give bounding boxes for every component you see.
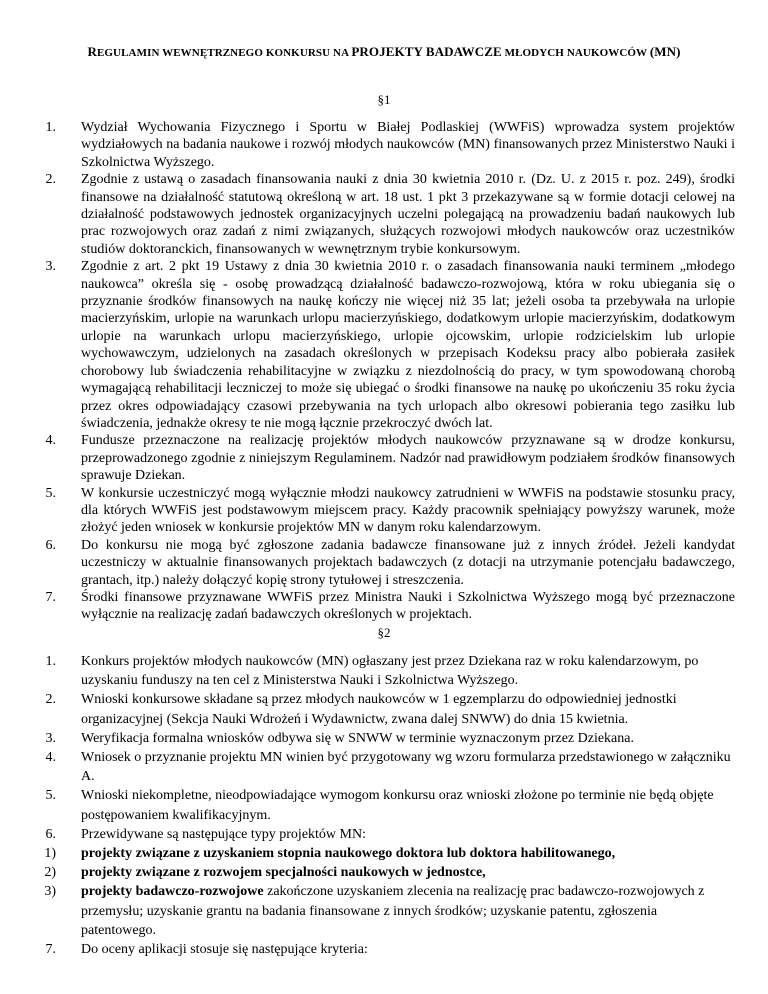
- title-part: MŁODYCH NAUKOWCÓW: [501, 47, 650, 59]
- item-text: Wydział Wychowania Fizycznego i Sportu w Białej Podlaskiej (WWFiS) wprowadza system projektów wydziałowych na badania naukowe i rozwój młodych naukowców (MN) finansowanych przez Ministerstwo Nauki i Szkolnictwa Wyższego.: [81, 120, 735, 170]
- item-number: 2.: [45, 692, 56, 708]
- item-number: 7.: [45, 942, 56, 958]
- list-item: [36, 748, 735, 786]
- item-number: 5.: [45, 485, 56, 501]
- item-number: 1): [44, 846, 56, 862]
- list-item: [36, 652, 735, 690]
- list-item: [36, 844, 735, 863]
- item-text: Wnioski konkursowe składane są przez młodych naukowców w 1 egzemplarzu do odpowiedniej jednostki organizacyjnej (Sekcja Nauki Wdrożeń i Wydawnictw, zwana dalej SNWW) do dnia 15 kwietnia.: [81, 692, 677, 727]
- item-text: Zgodnie z art. 2 pkt 19 Ustawy z dnia 30 kwietnia 2010 r. o zasadach finansowania nauki terminem „młodego naukowca” określa się - osobę prowadzącą działalność badawczo-rozwojową, która w roku ubiegania się o przyznanie środków finansowych na naukę kończy nie więcej niż 35 lat; jeżeli osoba ta przebywała na urlopie macierzyńskim, urlopie na warunkach urlopu macierzyńskiego, dodatkowym urlopie macierzyńskim, dodatkowym urlopie na warunkach urlopu macierzyńskiego, urlopie ojcowskim, urlopie rodzicielskim lub urlopie wychowawczym, udzielonych na zasadach określonych w przepisach Kodeksu pracy albo pobierała zasiłek chorobowy lub świadczenia rehabilitacyjne w związku z niezdolnością do pracy, w tym spowodowaną chorobą wymagającą rehabilitacji leczniczej to może się ubiegać o środki finansowe na naukę po ukończeniu 35 roku życia przez okres odpowiadający czasowi przebywania na tych urlopach albo okresowi pobierania tego zasiłku lub świadczenia, jednakże okresy te nie mogą łącznie przekroczyć dwóch lat.: [81, 259, 735, 431]
- title-part: (MN): [649, 44, 681, 59]
- item-number: 2): [44, 865, 56, 881]
- item-text: Weryfikacja formalna wniosków odbywa się w SNWW w terminie wyznaczonym przez Dziekana.: [81, 730, 634, 746]
- list-item: [36, 863, 735, 882]
- list-item: [36, 690, 735, 728]
- list-item: [36, 589, 735, 624]
- document-title: [0, 44, 768, 60]
- item-number: 7.: [45, 589, 56, 605]
- item-number: 3.: [45, 259, 56, 275]
- item-text: Wnioski niekompletne, nieodpowiadające wymogom konkursu oraz wnioski złożone po terminie nie będą objęte postępowaniem kwalifikacyjnym.: [81, 788, 714, 823]
- list-item: [36, 729, 735, 748]
- section-2-mark: §2: [377, 625, 391, 640]
- list-item: [36, 485, 735, 537]
- item-number: 3): [44, 884, 56, 900]
- list-item: [36, 882, 735, 940]
- item-text: Konkurs projektów młodych naukowców (MN) ogłaszany jest przez Dziekana raz w roku kalendarzowym, po uzyskaniu funduszy na ten cel z Ministerstwa Nauki i Szkolnictwa Wyższego.: [81, 654, 699, 689]
- item-number: 2.: [45, 172, 56, 188]
- item-number: 4.: [45, 750, 56, 766]
- item-number: 5.: [45, 788, 56, 804]
- item-text: Do konkursu nie mogą być zgłoszone zadania badawcze finansowane już z innych źródeł. Jeżeli kandydat uczestniczy w aktualnie finansowanych projektach badawczych (z dotacji na utrzymanie potencjału badawczego, grantach, itp.) należy dołączyć kopię strony tytułowej i streszczenia.: [81, 537, 735, 588]
- item-number: 3.: [45, 730, 56, 746]
- item-text: Fundusze przeznaczone na realizację projektów młodych naukowców przyznawane są w drodze konkursu, przeprowadzonego zgodnie z niniejszym Regulaminem. Nadzór nad prawidłowym podziałem środków finansowych sprawuje Dziekan.: [81, 433, 735, 484]
- item-text: W konkursie uczestniczyć mogą wyłącznie młodzi naukowcy zatrudnieni w WWFiS na podstawie stosunku pracy, dla których WWFiS jest podstawowym miejscem pracy. Każdy pracownik spełniający powyższy warunek, może złożyć jeden wniosek w konkursie projektów MN w danym roku kalendarzowym.: [81, 485, 735, 536]
- item-text: Wniosek o przyznanie projektu MN winien być przygotowany wg wzoru formularza przedstawionego w załączniku A.: [81, 750, 731, 785]
- item-text: Środki finansowe przyznawane WWFiS przez Ministra Nauki i Szkolnictwa Wyższego mogą być przeznaczone wyłącznie na realizację zadań badawczych określonych w projektach.: [81, 589, 735, 623]
- list-item: [36, 825, 735, 844]
- item-number: 4.: [45, 433, 56, 449]
- list-item: [36, 119, 735, 171]
- item-number: 1.: [45, 120, 56, 135]
- title-part: EGULAMIN WEWNĘTRZNEGO KONKURSU NA: [96, 47, 352, 59]
- list-item: [36, 432, 735, 484]
- item-text: zakończone uzyskaniem zlecenia na realizację prac badawczo-rozwojowych z przemysłu; uzyskanie grantu na badania finansowane z innych środków; uzyskanie patentu, zgłoszenia patentowego.: [81, 884, 705, 938]
- item-bold-text: projekty badawczo-rozwojowe: [81, 884, 264, 900]
- section-1-list: [36, 119, 735, 624]
- section-1-mark: §1: [377, 92, 391, 107]
- item-text: Do oceny aplikacji stosuje się następujące kryteria:: [81, 942, 368, 958]
- item-text: Przewidywane są następujące typy projektów MN:: [81, 826, 366, 842]
- title-part: PROJEKTY BADAWCZE: [351, 44, 502, 59]
- item-number: 6.: [45, 826, 56, 842]
- item-number: 1.: [45, 654, 56, 669]
- section-2-list: [36, 652, 735, 959]
- list-item: [36, 258, 735, 432]
- item-bold-text: projekty związane z rozwojem specjalności naukowych w jednostce,: [81, 865, 486, 881]
- list-item: [36, 940, 735, 959]
- item-bold-text: projekty związane z uzyskaniem stopnia naukowego doktora lub doktora habilitowanego,: [81, 846, 616, 862]
- list-item: [36, 537, 735, 589]
- item-number: 6.: [45, 537, 56, 553]
- item-text: Zgodnie z ustawą o zasadach finansowania nauki z dnia 30 kwietnia 2010 r. (Dz. U. z 2015 r. poz. 249), środki finansowe na działalność statutową określoną w art. 18 ust. 1 pkt 3 przekazywane są w formie dotacji celowej na działalność podstawowych jednostek organizacyjnych uczelni polegającą na prowadzeniu badań naukowych lub prac rozwojowych oraz zadań z nimi związanych, służących rozwojowi młodych naukowców oraz uczestników studiów doktoranckich, finansowanych w wewnętrznym trybie konkursowym.: [81, 172, 735, 257]
- list-item: [36, 786, 735, 824]
- title-part: R: [87, 44, 97, 59]
- list-item: [36, 171, 735, 258]
